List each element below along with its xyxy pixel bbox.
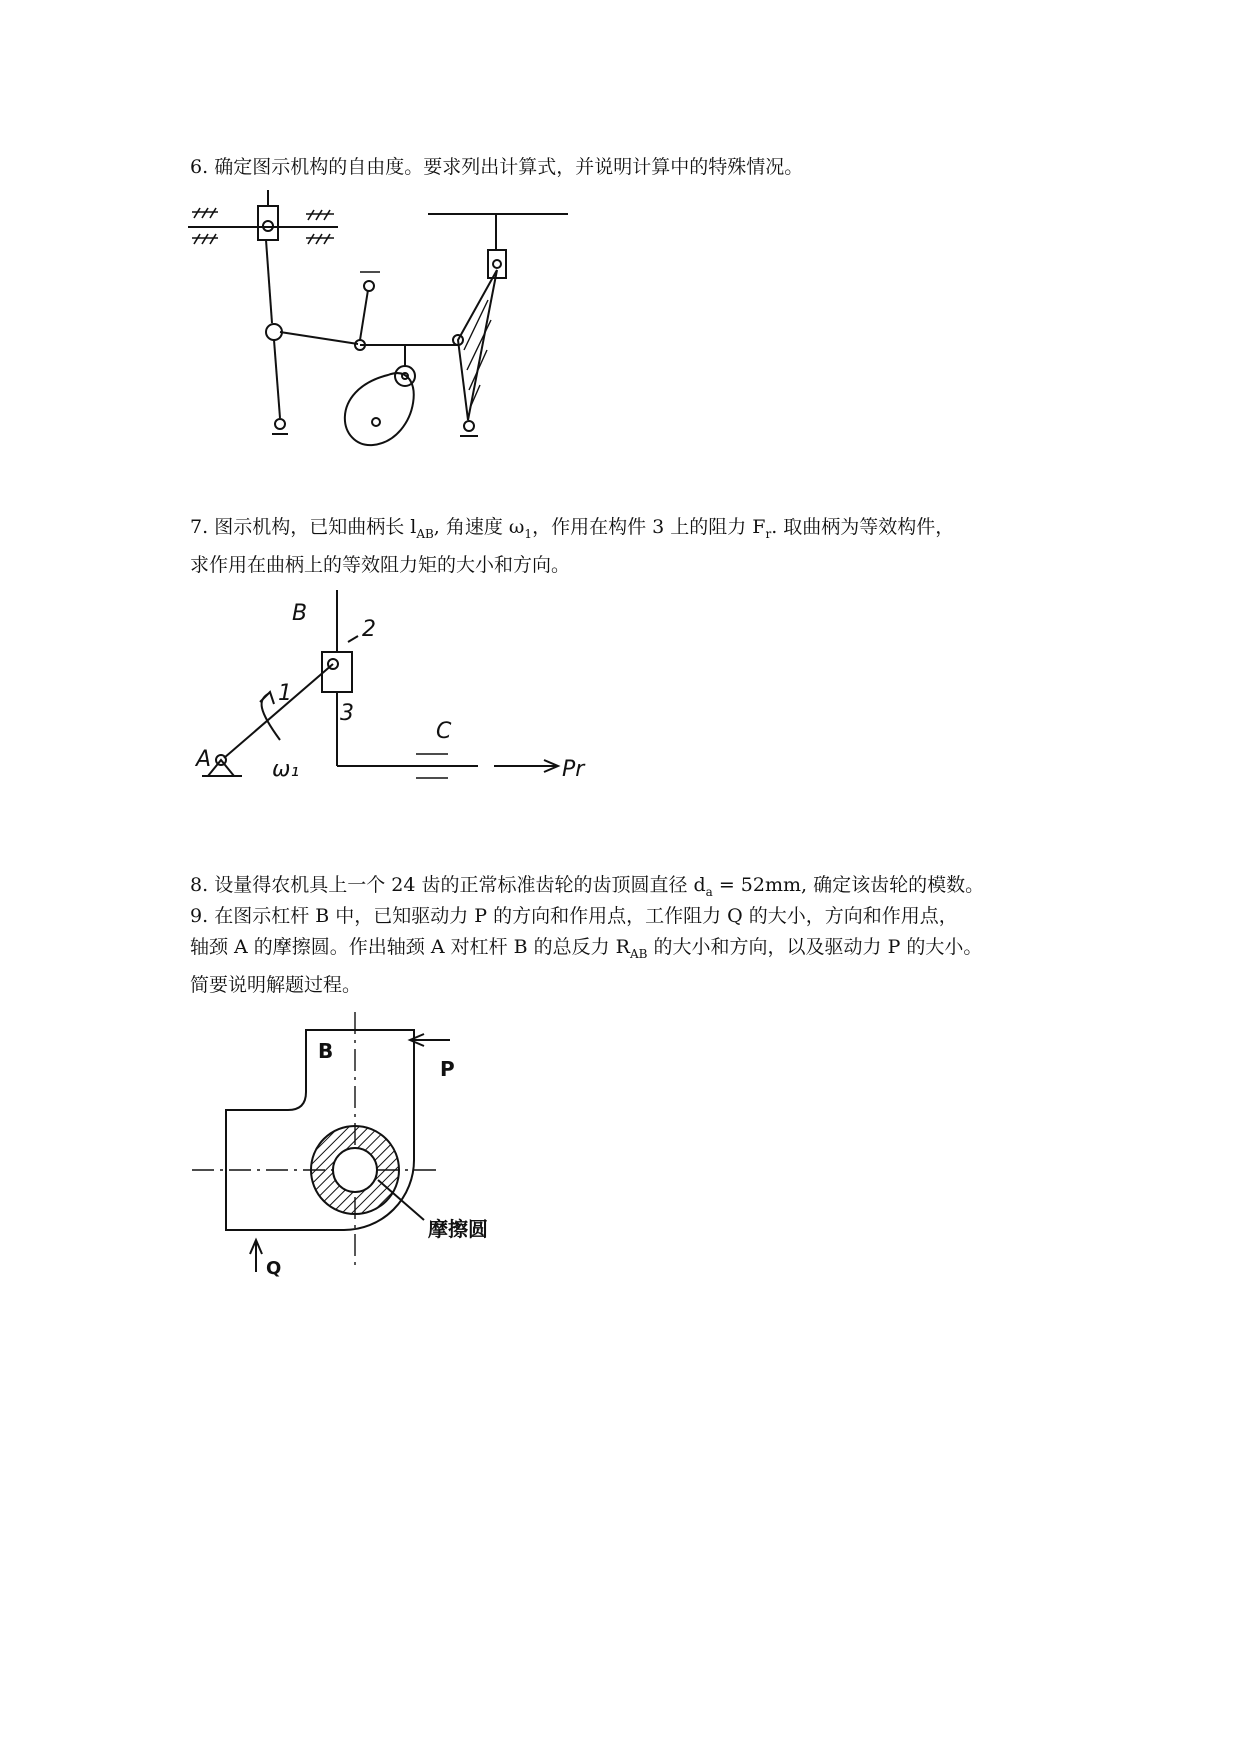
- link: [266, 240, 272, 323]
- label-friction-circle: 摩擦圆: [428, 1217, 488, 1241]
- pin-joint: [493, 260, 501, 268]
- question-7-line-1: [190, 512, 954, 550]
- label-C: C: [436, 719, 452, 744]
- text-segment: 设量得农机具上一个 24 齿的正常标准齿轮的齿顶圆直径 d: [214, 874, 706, 896]
- text-segment: = 52mm, 确定该齿轮的模数。: [712, 874, 985, 896]
- text-segment: . 取曲柄为等效构件，: [771, 516, 955, 538]
- question-number: 6.: [190, 156, 209, 178]
- label-Q: Q: [266, 1258, 282, 1279]
- link: [274, 340, 280, 418]
- label-1: 1: [278, 681, 292, 706]
- coupler-link: [280, 332, 358, 344]
- triangular-link: [458, 270, 497, 420]
- pivot-support: [208, 760, 234, 776]
- subscript: AB: [630, 946, 648, 961]
- leader-line: [348, 636, 358, 642]
- label-2: 2: [362, 617, 376, 642]
- text-segment: 的大小和方向，以及驱动力 P 的大小。: [647, 936, 983, 958]
- subscript: a: [705, 884, 713, 899]
- question-9: [190, 901, 982, 1001]
- label-omega: ω₁: [272, 757, 300, 782]
- question-6: [190, 152, 803, 183]
- question-7-line-2: 求作用在曲柄上的等效阻力矩的大小和方向。: [190, 553, 571, 576]
- slider-block-left: [258, 206, 278, 240]
- label-B: B: [292, 601, 308, 626]
- text-segment: 轴颈 A 的摩擦圆。作出轴颈 A 对杠杆 B 的总反力 R: [190, 936, 630, 958]
- cam-profile: [345, 373, 414, 445]
- ground-pivot: [275, 419, 285, 429]
- text-segment: 在图示杠杆 B 中，已知驱动力 P 的方向和作用点，工作阻力 Q 的大小，方向和作用点，: [214, 905, 958, 927]
- cam-pivot: [372, 418, 380, 426]
- question-number: 7.: [190, 516, 209, 538]
- text-segment: , 角速度 ω: [433, 516, 525, 538]
- text-segment: ，作用在构件 3 上的阻力 F: [532, 516, 766, 538]
- label-A: A: [196, 747, 212, 772]
- label-B: B: [318, 1039, 334, 1063]
- subscript: AB: [416, 526, 434, 541]
- figure-7-mechanism: [188, 590, 608, 790]
- question-7: [190, 512, 954, 581]
- question-9-line-3: 简要说明解题过程。: [190, 973, 362, 996]
- ground-pivot: [464, 421, 474, 431]
- question-9-line-1: [190, 901, 982, 932]
- label-3: 3: [340, 701, 354, 726]
- friction-circle: [333, 1148, 377, 1192]
- question-number: 8.: [190, 874, 209, 896]
- pin-joint: [266, 324, 282, 340]
- text-segment: 图示机构，已知曲柄长 l: [214, 516, 417, 538]
- label-Pr: Pr: [562, 757, 585, 782]
- slider-block: [322, 652, 352, 692]
- question-text: 确定图示机构的自由度。要求列出计算式，并说明计算中的特殊情况。: [214, 156, 804, 178]
- subscript: 1: [524, 526, 533, 541]
- label-P: P: [440, 1057, 455, 1081]
- link-hatch: [464, 300, 491, 408]
- subscript: r: [765, 526, 772, 541]
- question-number: 9.: [190, 905, 209, 927]
- figure-9-lever: [188, 1010, 548, 1280]
- ground-pivot: [364, 281, 374, 291]
- crank: [224, 664, 333, 758]
- rocker-link: [360, 290, 368, 340]
- figure-6-mechanism: [188, 190, 568, 452]
- question-9-line-2: [190, 932, 982, 970]
